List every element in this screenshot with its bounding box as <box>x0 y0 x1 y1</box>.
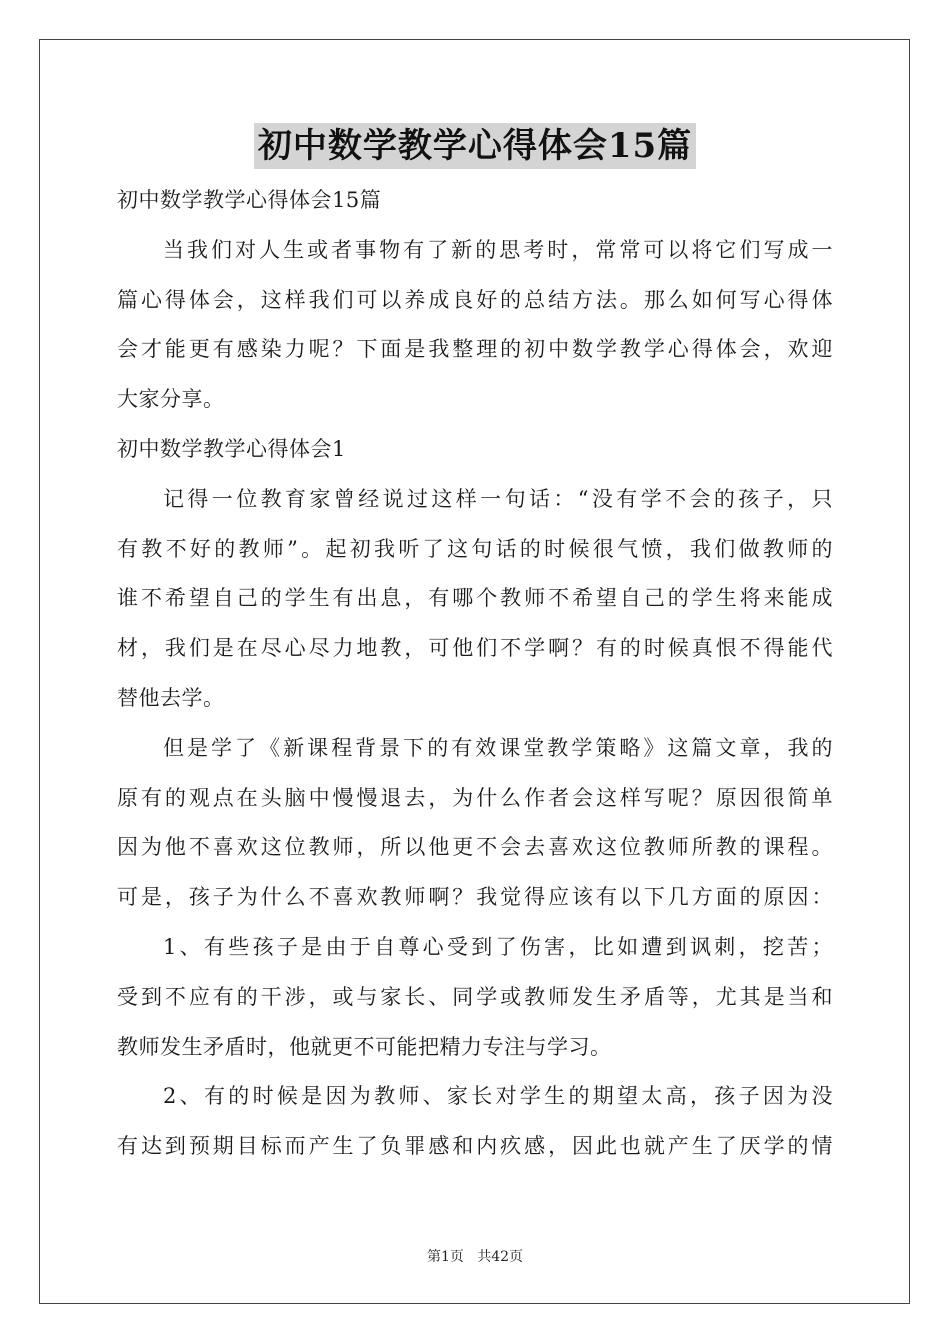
document-body <box>117 176 833 1172</box>
paragraph-line: 因为他不喜欢这位教师，所以他更不会去喜欢这位教师所教的课程。 <box>117 835 833 860</box>
section-heading: 初中数学教学心得体会1 <box>117 436 346 461</box>
paragraph-line: 会才能更有感染力呢？下面是我整理的初中数学教学心得体会，欢迎 <box>117 337 833 362</box>
paragraph-line: 有达到预期目标而产生了负罪感和内疚感，因此也就产生了厌学的情 <box>117 1134 833 1159</box>
paragraph-line: 有教不好的教师”。起初我听了这句话的时候很气愤，我们做教师的 <box>117 536 833 561</box>
section-heading: 初中数学教学心得体会15篇 <box>117 188 382 212</box>
paragraph-line: 替他去学。 <box>117 685 225 710</box>
paragraph-line: 1、有些孩子是由于自尊心受到了伤害，比如遭到讽刺，挖苦； <box>163 934 833 959</box>
paragraph-line: 记得一位教育家曾经说过这样一句话：“没有学不会的孩子，只 <box>163 486 833 511</box>
paragraph-line: 教师发生矛盾时，他就更不可能把精力专注与学习。 <box>117 1034 612 1059</box>
paragraph-line: 谁不希望自己的学生有出息，有哪个教师不希望自己的学生将来能成 <box>117 586 833 611</box>
paragraph-line: 原有的观点在头脑中慢慢退去，为什么作者会这样写呢？原因很简单 <box>117 785 833 810</box>
paragraph-line: 但是学了《新课程背景下的有效课堂教学策略》这篇文章，我的 <box>163 735 833 760</box>
page-footer: 第1页 共42页 <box>426 1249 524 1265</box>
document-title <box>0 123 950 169</box>
paragraph-line: 材，我们是在尽心尽力地教，可他们不学啊？有的时候真恨不得能代 <box>117 636 833 661</box>
paragraph-line: 当我们对人生或者事物有了新的思考时，常常可以将它们写成一 <box>163 237 833 262</box>
paragraph-line: 大家分享。 <box>117 387 225 412</box>
paragraph-line: 篇心得体会，这样我们可以养成良好的总结方法。那么如何写心得体 <box>117 287 833 312</box>
document-title-text: 初中数学教学心得体会15篇 <box>254 123 696 169</box>
paragraph-line: 可是，孩子为什么不喜欢教师啊？我觉得应该有以下几方面的原因： <box>117 885 833 910</box>
paragraph-line: 受到不应有的干涉，或与家长、同学或教师发生矛盾等，尤其是当和 <box>117 984 833 1009</box>
paragraph-line: 2、有的时候是因为教师、家长对学生的期望太高，孩子因为没 <box>163 1084 833 1109</box>
